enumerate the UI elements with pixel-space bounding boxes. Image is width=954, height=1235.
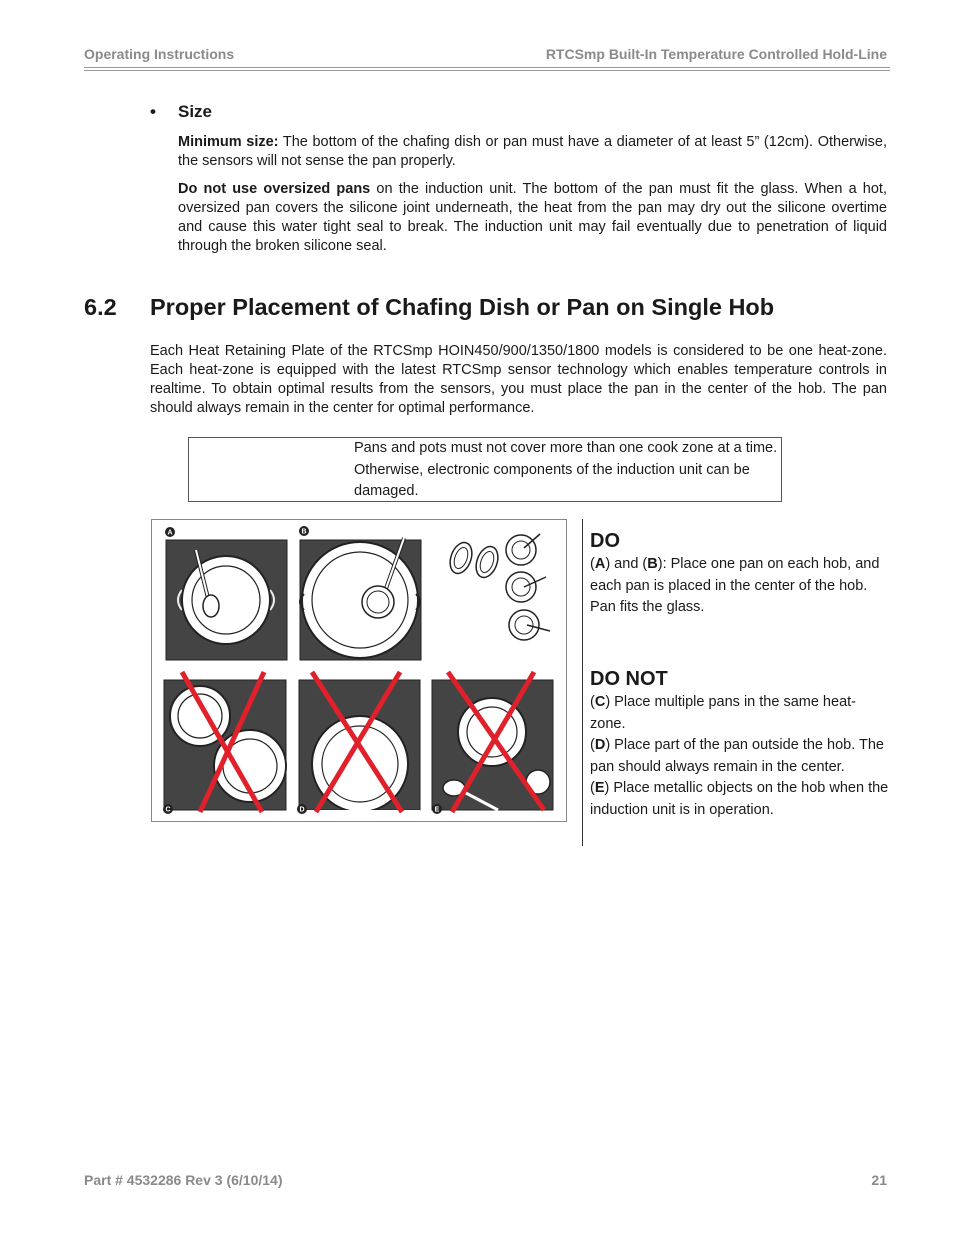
caution-note-text: Pans and pots must not cover more than one cook zone at a time. Otherwise, electronic components of the induction unit can be damaged. — [354, 440, 778, 499]
spoon-a — [203, 595, 219, 617]
min-size-paragraph — [178, 133, 887, 171]
do-not-item-c: (C) Place multiple pans in the same heat-zone. — [590, 694, 856, 732]
placement-illustration — [152, 520, 566, 821]
do-text: (A) and (B): Place one pan on each hob, and each pan is placed in the center of the hob. Pan fits the glass. — [590, 556, 880, 615]
size-bullet — [150, 102, 212, 122]
section-body: Each Heat Retaining Plate of the RTCSmp HOIN450/900/1350/1800 models is considered to be one heat-zone. Each heat-zone is equipped with the latest RTCSmp sensor technology which enables temperature controls in realtime. To obtain optimal results from the sensors, you must place the pan in the center of the hob. The pan should always remain in the center for optimal performance. — [150, 343, 887, 416]
panel-d — [299, 672, 420, 820]
column-divider — [582, 519, 583, 846]
header-right: RTCSmp Built-In Temperature Controlled Hold-Line — [545, 46, 887, 62]
panel-b — [300, 538, 421, 660]
oversize-text: on the induction unit. The bottom of the pan must fit the glass. When a hot, oversized pan covers the silicone joint underneath, the heat from the pan may dry out the silicone overtime and cause this water tight seal to break. The induction unit may fail eventually due to penetration of liquid through the broken silicone seal. — [178, 181, 887, 254]
footer-page-number: 21 — [871, 1172, 887, 1188]
panel-c — [164, 672, 286, 812]
label-e: E — [434, 806, 440, 814]
min-size-label: Minimum size: — [178, 134, 279, 150]
placement-figure — [151, 519, 567, 822]
header-rule-bottom — [84, 70, 890, 71]
label-a: A — [167, 529, 173, 537]
caution-note-box — [188, 437, 782, 502]
label-d: D — [299, 806, 305, 814]
header-left: Operating Instructions — [84, 46, 235, 62]
do-not-text — [590, 692, 890, 821]
do-not-item-e: (E) Place metallic objects on the hob when the induction unit is in operation. — [590, 780, 889, 818]
do-not-heading: DO NOT — [590, 668, 668, 690]
size-title: Size — [178, 102, 213, 121]
oversize-label: Do not use oversized pans — [178, 181, 371, 197]
panel-a — [166, 540, 287, 660]
footer-part-number: Part # 4532286 Rev 3 (6/10/14) — [84, 1172, 283, 1188]
label-c: C — [165, 806, 171, 814]
oversize-paragraph — [178, 180, 887, 256]
min-size-text: The bottom of the chafing dish or pan must have a diameter of at least 5” (12cm). Otherwise, the sensors will not sense the pan properly. — [178, 134, 887, 169]
section-number: 6.2 — [84, 294, 117, 320]
section-title: Proper Placement of Chafing Dish or Pan on Single Hob — [150, 294, 775, 320]
do-heading: DO — [590, 530, 620, 552]
section-heading — [84, 294, 774, 321]
small-pans-group — [446, 534, 550, 640]
bullet-dot: • — [150, 102, 156, 121]
panel-e — [432, 672, 553, 812]
do-not-item-d: (D) Place part of the pan outside the hob. The pan should always remain in the center. — [590, 737, 884, 775]
label-b: B — [301, 528, 307, 536]
header-rule-top — [84, 67, 890, 68]
